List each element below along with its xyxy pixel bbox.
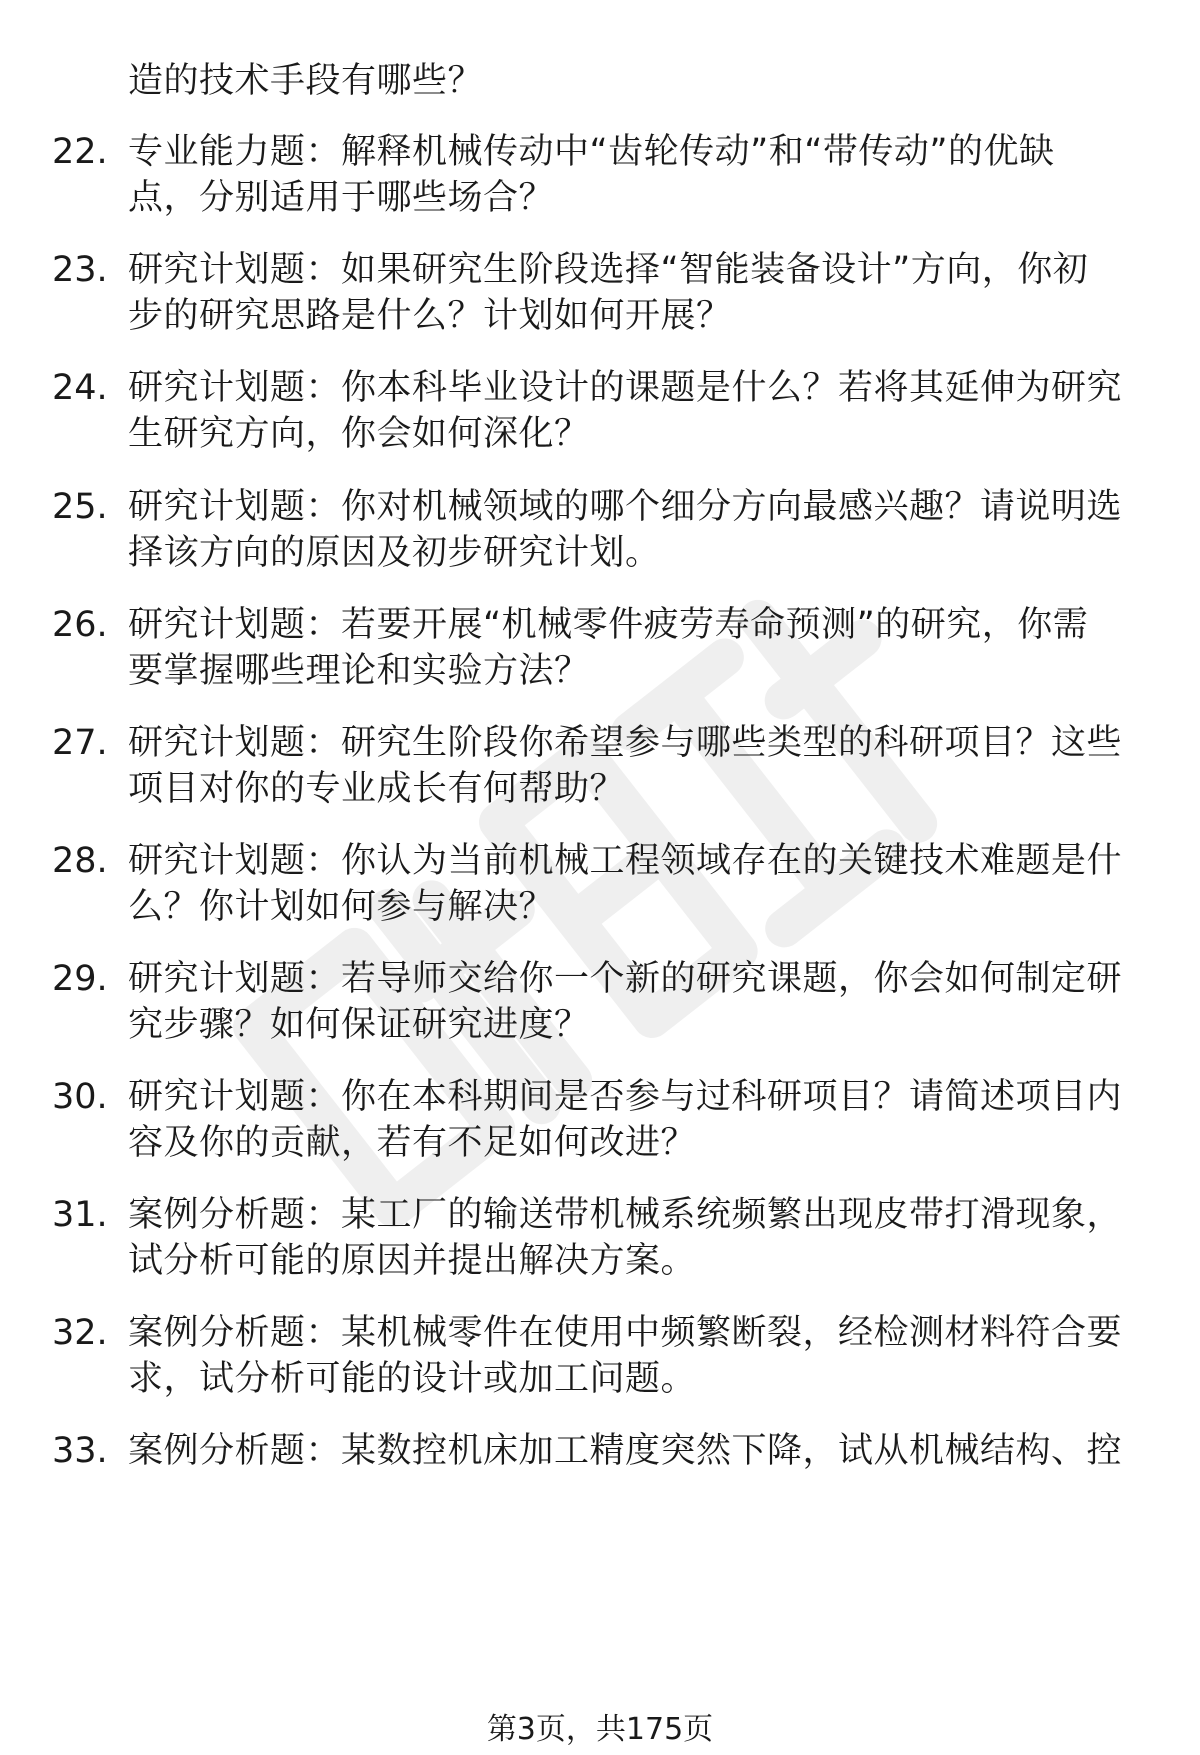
item-number: 24. — [52, 368, 108, 408]
item-text-line: 研究计划题：你对机械领域的哪个细分方向最感兴趣？请说明选 — [128, 487, 1123, 527]
item-text-line: 研究计划题：若要开展“机械零件疲劳寿命预测”的研究，你需 — [128, 605, 1089, 645]
item-text-line: 研究计划题：若导师交给你一个新的研究课题，你会如何制定研 — [128, 959, 1123, 999]
continuation-text: 造的技术手段有哪些？ — [128, 61, 484, 101]
item-number: 29. — [52, 959, 108, 999]
item-text-line: 案例分析题：某数控机床加工精度突然下降，试从机械结构、控 — [128, 1431, 1123, 1471]
item-text-line: 试分析可能的原因并提出解决方案。 — [128, 1241, 697, 1281]
item-text-line: 生研究方向，你会如何深化？ — [128, 414, 590, 454]
item-number: 23. — [52, 250, 108, 290]
item-text-line: 择该方向的原因及初步研究计划。 — [128, 533, 661, 573]
item-text-line: 研究计划题：你在本科期间是否参与过科研项目？请简述项目内 — [128, 1077, 1123, 1117]
item-text-line: 究步骤？如何保证研究进度？ — [128, 1005, 590, 1045]
item-text-line: 研究计划题：你认为当前机械工程领域存在的关键技术难题是什 — [128, 841, 1123, 881]
item-number: 26. — [52, 605, 108, 645]
item-text-line: 研究计划题：你本科毕业设计的课题是什么？若将其延伸为研究 — [128, 368, 1123, 408]
item-text-line: 点，分别适用于哪些场合？ — [128, 178, 555, 218]
item-number: 22. — [52, 132, 108, 172]
item-number: 25. — [52, 487, 108, 527]
item-number: 33. — [52, 1431, 108, 1471]
item-text-line: 求，试分析可能的设计或加工问题。 — [128, 1359, 697, 1399]
item-text-line: 容及你的贡献，若有不足如何改进？ — [128, 1123, 697, 1163]
item-text-line: 步的研究思路是什么？计划如何开展？ — [128, 296, 732, 336]
item-text-line: 么？你计划如何参与解决？ — [128, 887, 555, 927]
item-text-line: 研究计划题：研究生阶段你希望参与哪些类型的科研项目？这些 — [128, 723, 1123, 763]
item-number: 30. — [52, 1077, 108, 1117]
item-text-line: 要掌握哪些理论和实验方法？ — [128, 651, 590, 691]
item-text-line: 专业能力题：解释机械传动中“齿轮传动”和“带传动”的优缺 — [128, 132, 1055, 172]
item-number: 31. — [52, 1195, 108, 1235]
item-number: 27. — [52, 723, 108, 763]
item-number: 32. — [52, 1313, 108, 1353]
item-text-line: 项目对你的专业成长有何帮助？ — [128, 769, 626, 809]
item-text-line: 案例分析题：某机械零件在使用中频繁断裂，经检测材料符合要 — [128, 1313, 1123, 1353]
item-text-line: 案例分析题：某工厂的输送带机械系统频繁出现皮带打滑现象， — [128, 1195, 1123, 1235]
page-footer: 第3页，共175页 — [486, 1712, 714, 1747]
item-number: 28. — [52, 841, 108, 881]
item-text-line: 研究计划题：如果研究生阶段选择“智能装备设计”方向，你初 — [128, 250, 1089, 290]
